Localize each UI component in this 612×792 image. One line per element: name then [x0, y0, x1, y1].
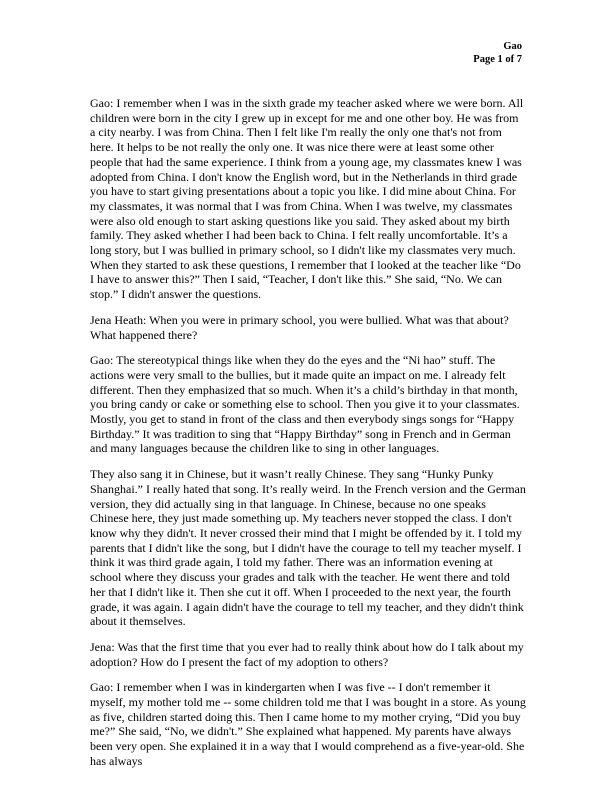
- paragraph: They also sang it in Chinese, but it wasn’t really Chinese. They sang “Hunky Punky Shanghai.” I really hated that song. It’s really weird. In the French version and the German version, they did actually sing in that language. In Chinese, because no one speaks Chinese here, they just made something up. My teachers never stopped the class. I don't know why they didn't. It never crossed their mind that I might be offended by it. I told my parents that I didn't like the song, but I didn't have the courage to tell my teacher myself. I think it was third grade again, I told my father. There was an information evening at school where they discuss your grades and talk with the teacher. He went there and told her that I didn't like it. Then she cut it off. When I proceeded to the next year, the fourth grade, it was again. I again didn't have the courage to tell my teacher, and they didn't think about it themselves.: [90, 467, 526, 629]
- header-name: Gao: [503, 41, 522, 52]
- transcript-body: [90, 96, 526, 780]
- paragraph: Gao: I remember when I was in the sixth grade my teacher asked where we were born. All children were born in the city I grew up in except for me and one other boy. He was from a city nearby. I was from China. Then I felt like I'm really the only one that's not from here. It helps to be not really the only one. It was nice there were at least some other people that had the same experience. I think from a young age, my classmates knew I was adopted from China. I don't know the English word, but in the Netherlands in third grade you have to start giving presentations about a topic you like. I did mine about China. For my classmates, it was normal that I was from China. When I was twelve, my classmates were also old enough to start asking questions like you said. They asked about my birth family. They asked whether I had been back to China. I felt really uncomfortable. It’s a long story, but I was bullied in primary school, so I didn't like my classmates very much. When they started to ask these questions, I remember that I looked at the teacher like “Do I have to answer this?” Then I said, “Teacher, I don't like this.” She said, “No. We can stop.” I didn't answer the questions.: [90, 96, 524, 302]
- page-number: Page 1 of 7: [473, 54, 522, 65]
- paragraph: Gao: I remember when I was in kindergarten when I was five -- I don't remember it myself, my mother told me -- some children told me that I was bought in a store. As young as five, children started doing this. Then I came home to my mother crying, “Did you buy me?” She said, “No, we didn't.” She explained what happened. My parents have always been very open. She explained it in a way that I would comprehend as a five-year-old. She has always: [90, 680, 526, 768]
- paragraph: Jena: Was that the first time that you ever had to really think about how do I talk about my adoption? How do I present the fact of my adoption to others?: [90, 639, 524, 669]
- paragraph: Gao: The stereotypical things like when they do the eyes and the “Ni hao” stuff. The actions were very small to the bullies, but it made quite an impact on me. I already felt different. Then they emphasized that so much. When it’s a child’s birthday in that month, you bring candy or cake or something else to school. Then you give it to your classmates. Mostly, you get to stand in front of the class and then everybody sings songs for “Happy Birthday.” It was tradition to sing that “Happy Birthday” song in French and in German and many languages because the children like to sing in other languages.: [90, 353, 520, 456]
- paragraph: Jena Heath: When you were in primary school, you were bullied. What was that about? What happened there?: [90, 312, 509, 342]
- page-header: [362, 40, 522, 66]
